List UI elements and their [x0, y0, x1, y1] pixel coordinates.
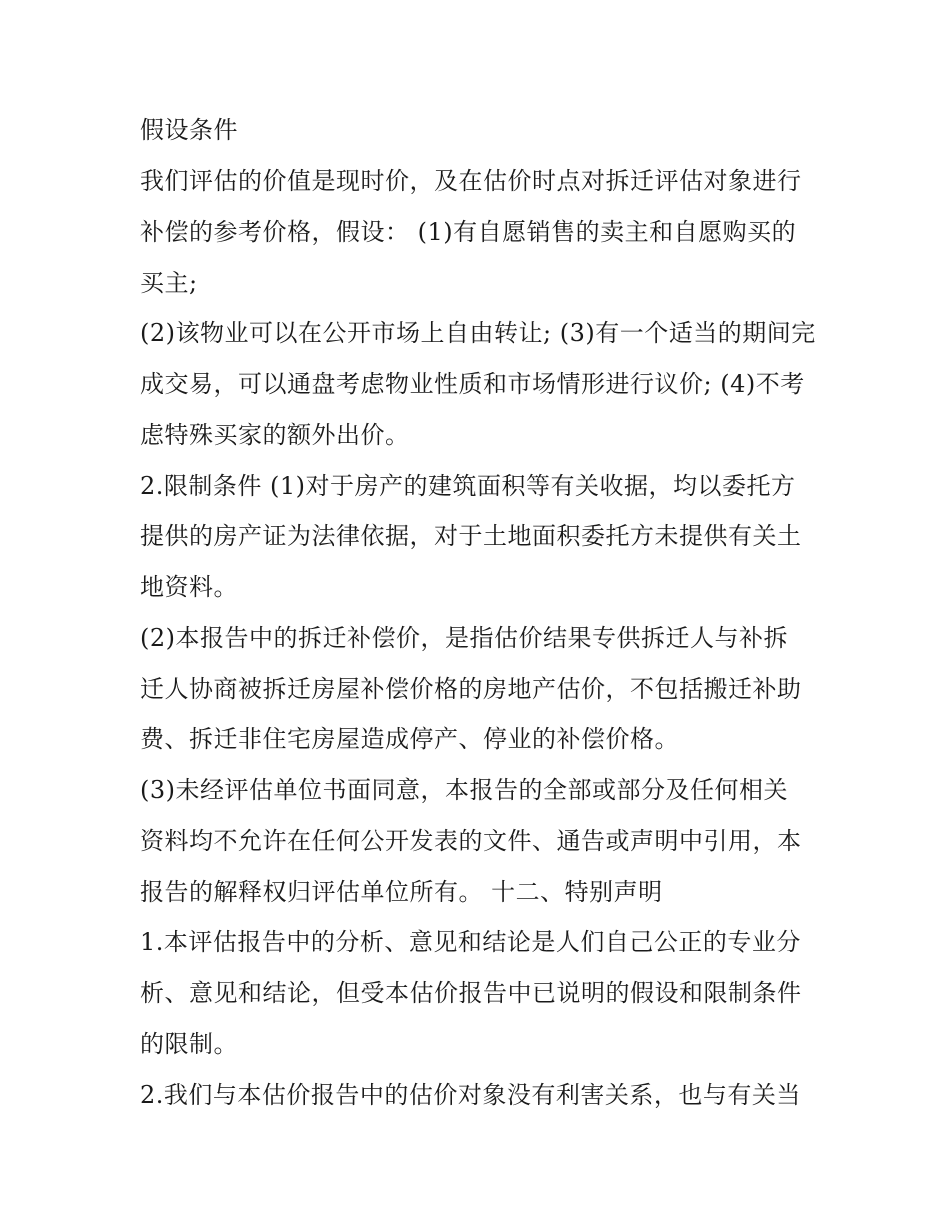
text-line: 费、拆迁非住宅房屋造成停产、停业的补偿价格。 — [140, 725, 679, 753]
text-line: 地资料。 — [140, 573, 238, 601]
text-line: 报告的解释权归评估单位所有。 十二、特别声明 — [140, 878, 663, 906]
text-line: 资料均不允许在任何公开发表的文件、通告或声明中引用，本 — [140, 827, 802, 855]
text-line: 买主; — [140, 269, 198, 297]
text-line: (3)未经评估单位书面同意，本报告的全部或部分及任何相关 — [140, 776, 788, 804]
text-line: 虑特殊买家的额外出价。 — [140, 421, 410, 449]
text-line: 析、意见和结论，但受本估价报告中已说明的假设和限制条件 — [140, 979, 802, 1007]
text-line: 我们评估的价值是现时价，及在估价时点对拆迁评估对象进行 — [140, 167, 802, 195]
text-line: 2.限制条件 (1)对于房产的建筑面积等有关收据，均以委托方 — [140, 472, 796, 500]
text-line: 的限制。 — [140, 1030, 238, 1058]
text-line: (2)本报告中的拆迁补偿价，是指估价结果专供拆迁人与补拆 — [140, 624, 788, 652]
text-line: 迁人协商被拆迁房屋补偿价格的房地产估价，不包括搬迁补助 — [140, 675, 802, 703]
text-line: 成交易，可以通盘考虑物业性质和市场情形进行议价; (4)不考 — [140, 370, 805, 398]
text-line: 1.本评估报告中的分析、意见和结论是人们自己公正的专业分 — [140, 928, 801, 956]
text-line: 假设条件 — [140, 116, 238, 144]
text-line: 补偿的参考价格，假设： (1)有自愿销售的卖主和自愿购买的 — [140, 218, 797, 246]
text-line: 提供的房产证为法律依据，对于土地面积委托方未提供有关土 — [140, 522, 802, 550]
text-line: 2.我们与本估价报告中的估价对象没有利害关系，也与有关当 — [140, 1081, 801, 1109]
text-line: (2)该物业可以在公开市场上自由转让; (3)有一个适当的期间完 — [140, 319, 816, 347]
